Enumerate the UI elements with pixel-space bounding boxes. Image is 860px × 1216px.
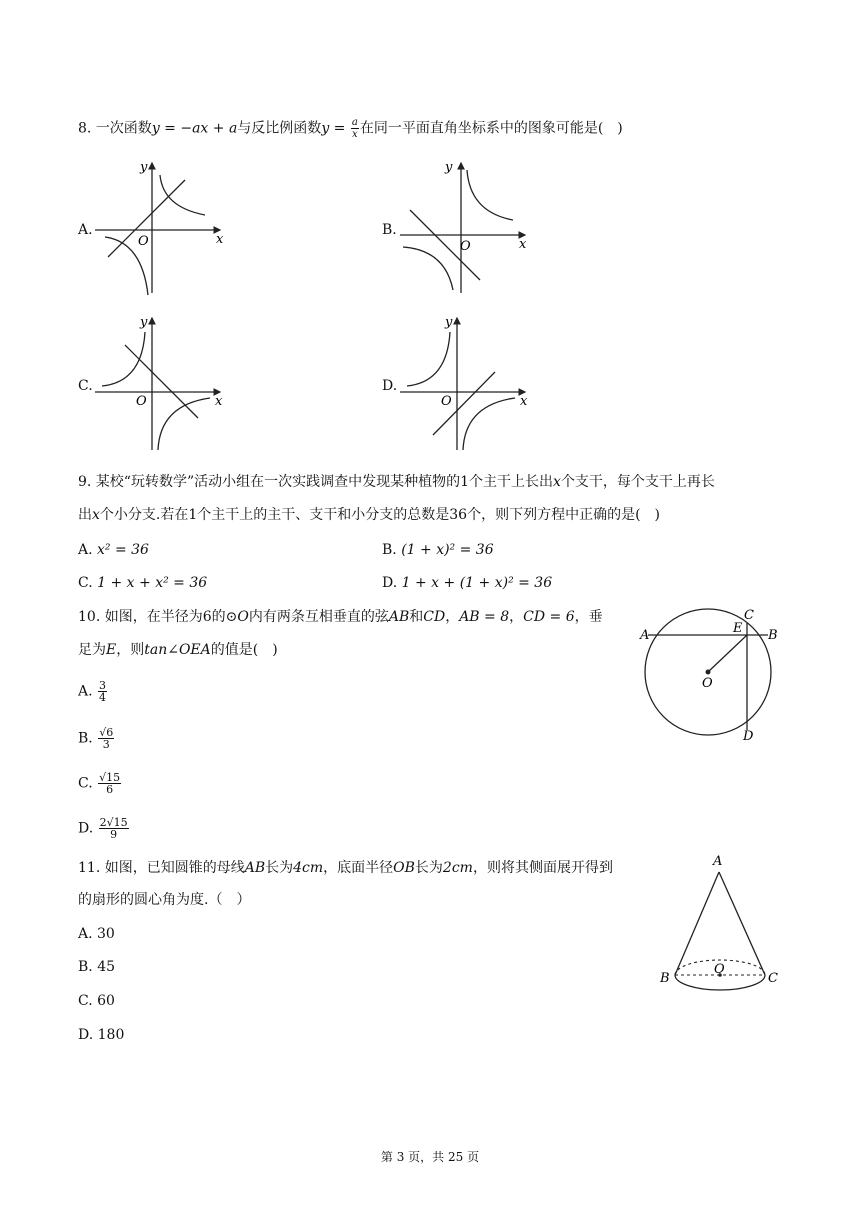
q8-graph-c[interactable] xyxy=(90,310,230,455)
q9-option-a[interactable]: A. x² = 36 xyxy=(78,542,149,558)
q9-option-b[interactable]: B. (1 + x)² = 36 xyxy=(382,542,494,558)
q11-stem-line1: 11. 如图，已知圆锥的母线AB长为4cm，底面半径OB长为2cm，则将其侧面展开得到 xyxy=(78,860,613,876)
svg-text:B: B xyxy=(660,971,670,986)
svg-text:O: O xyxy=(136,394,147,409)
q8-option-c-label[interactable]: C. xyxy=(78,378,93,394)
svg-text:A: A xyxy=(640,628,650,643)
q8-option-b-label[interactable]: B. xyxy=(382,222,397,238)
q9-stem-line2: 出x个小分支.若在1个主干上的主干、支干和小分支的总数是36个，则下列方程中正确的是( ) xyxy=(78,507,660,523)
fraction-a-over-x: $\frac{a}{x}$ xyxy=(351,117,358,140)
q9-option-d[interactable]: D. 1 + x + (1 + x)² = 36 xyxy=(382,575,553,591)
svg-text:D: D xyxy=(743,729,754,744)
q9-option-c[interactable]: C. 1 + x + x² = 36 xyxy=(78,575,208,591)
svg-text:O: O xyxy=(702,676,713,691)
svg-text:x: x xyxy=(216,232,224,247)
svg-text:E: E xyxy=(733,621,743,636)
q11-stem-line2: 的扇形的圆心角为度.（ ） xyxy=(78,892,251,908)
svg-text:O: O xyxy=(460,239,471,254)
svg-text:B: B xyxy=(768,628,778,643)
q11-option-a[interactable]: A. 30 xyxy=(78,926,115,942)
svg-text:O: O xyxy=(138,234,149,249)
svg-text:O: O xyxy=(714,962,725,977)
svg-text:y: y xyxy=(445,315,453,330)
q8-graph-a[interactable] xyxy=(90,155,230,300)
svg-text:C: C xyxy=(768,971,778,986)
q11-option-d[interactable]: D. 180 xyxy=(78,1027,125,1043)
q8-graph-b[interactable] xyxy=(395,155,535,300)
q11-option-b[interactable]: B. 45 xyxy=(78,959,116,975)
svg-text:y: y xyxy=(140,160,148,175)
q8-stem: 8. 一次函数y = −ax + a与反比例函数y = $\frac{a}{x}$ 在同一平面直角坐标系中的图象可能是( ) xyxy=(78,117,623,140)
q10-option-d[interactable]: D. $\frac{2√15}{9}$ xyxy=(78,816,128,841)
q10-option-a[interactable]: A. $\frac{3}{4}$ xyxy=(78,679,107,704)
svg-text:y: y xyxy=(140,315,148,330)
svg-text:x: x xyxy=(215,394,223,409)
page-footer: 第 3 页，共 25 页 xyxy=(380,1150,480,1164)
svg-text:y: y xyxy=(445,160,453,175)
svg-text:A: A xyxy=(713,854,723,869)
q11-option-c[interactable]: C. 60 xyxy=(78,993,115,1009)
svg-text:x: x xyxy=(520,394,528,409)
q10-circle-figure xyxy=(635,605,785,750)
q10-stem-line1: 10. 如图，在半径为6的⊙O内有两条互相垂直的弦AB和CD，AB = 8，CD = 6，垂 xyxy=(78,609,603,625)
q10-stem-line2: 足为E，则tan∠OEA的值是( ) xyxy=(78,642,278,658)
q8-option-d-label[interactable]: D. xyxy=(382,378,398,394)
q11-cone-figure xyxy=(655,850,785,1000)
svg-text:x: x xyxy=(519,237,527,252)
q9-stem-line1: 9. 某校“玩转数学”活动小组在一次实践调查中发现某种植物的1个主干上长出x个支干，每个支干上再长 xyxy=(78,474,715,490)
q10-option-c[interactable]: C. $\frac{√15}{6}$ xyxy=(78,771,121,796)
svg-text:C: C xyxy=(744,608,754,623)
q8-option-a-label[interactable]: A. xyxy=(78,222,93,238)
q8-graph-d[interactable] xyxy=(395,310,535,455)
svg-text:O: O xyxy=(441,394,452,409)
q10-option-b[interactable]: B. $\frac{√6}{3}$ xyxy=(78,726,114,751)
